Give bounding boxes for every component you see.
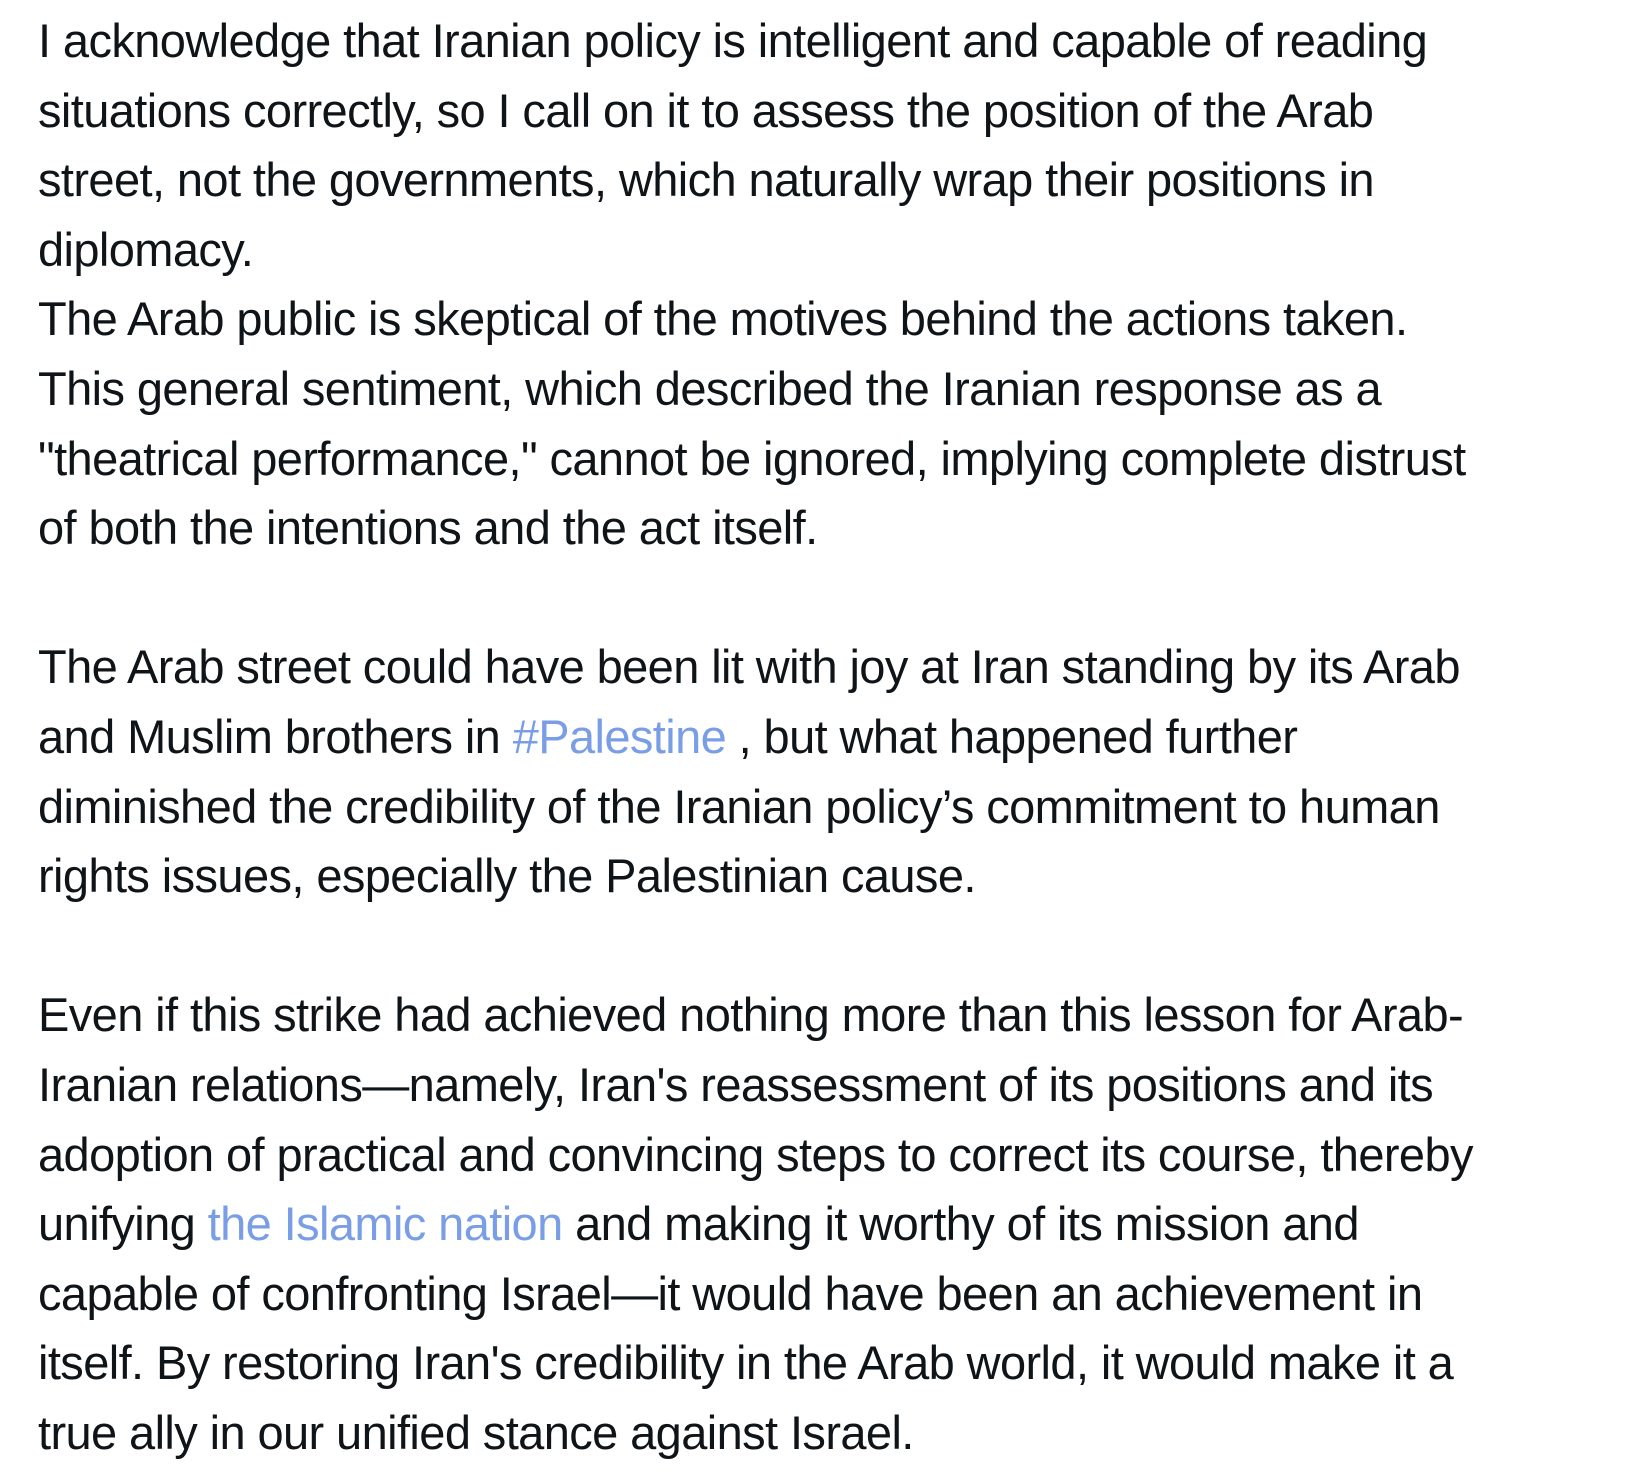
hashtag-palestine-link[interactable]: #Palestine xyxy=(512,709,727,763)
paragraph-3-line-4 xyxy=(38,1189,1646,1259)
paragraph-2-line-1: The Arab street could have been lit with joy at Iran standing by its Arab xyxy=(38,640,1460,694)
paragraph-spacer xyxy=(38,563,1646,633)
paragraph-1 xyxy=(38,6,1646,563)
paragraph-3-line-4-end: and making it worthy of its mission and xyxy=(562,1197,1359,1251)
paragraph-1-line-2: situations correctly, so I call on it to assess the position of the Arab xyxy=(38,83,1374,137)
paragraph-1-line-4: diplomacy. xyxy=(38,222,254,276)
paragraph-1-line-3: street, not the governments, which naturally wrap their positions in xyxy=(38,153,1374,207)
paragraph-3-line-4-start: unifying xyxy=(38,1197,208,1251)
paragraph-2-line-2 xyxy=(38,702,1646,772)
islamic-nation-link[interactable]: the Islamic nation xyxy=(207,1197,563,1251)
paragraph-spacer xyxy=(38,911,1646,981)
paragraph-1-line-1: I acknowledge that Iranian policy is intelligent and capable of reading xyxy=(38,14,1428,67)
paragraph-1-line-8: of both the intentions and the act itself. xyxy=(38,501,818,555)
paragraph-1-line-7: "theatrical performance," cannot be ignored, implying complete distrust xyxy=(38,431,1466,485)
paragraph-1-line-5: The Arab public is skeptical of the motives behind the actions taken. xyxy=(38,292,1408,346)
paragraph-2-line-2-end: , but what happened further xyxy=(726,709,1298,763)
post-body xyxy=(38,0,1646,1467)
paragraph-3-line-7: true ally in our unified stance against Israel. xyxy=(38,1405,914,1459)
paragraph-2-line-2-start: and Muslim brothers in xyxy=(38,709,513,763)
paragraph-2 xyxy=(38,632,1646,910)
paragraph-3-line-6: itself. By restoring Iran's credibility in the Arab world, it would make it a xyxy=(38,1336,1454,1390)
paragraph-3-line-2: Iranian relations—namely, Iran's reassessment of its positions and its xyxy=(38,1057,1434,1111)
paragraph-3-line-1: Even if this strike had achieved nothing more than this lesson for Arab- xyxy=(38,988,1464,1042)
paragraph-1-line-6: This general sentiment, which described the Iranian response as a xyxy=(38,361,1382,415)
paragraph-2-line-4: rights issues, especially the Palestinian cause. xyxy=(38,849,976,903)
paragraph-3-line-3: adoption of practical and convincing steps to correct its course, thereby xyxy=(38,1127,1473,1181)
paragraph-3-line-5: capable of confronting Israel—it would have been an achievement in xyxy=(38,1266,1423,1320)
paragraph-2-line-3: diminished the credibility of the Iranian policy’s commitment to human xyxy=(38,779,1440,833)
paragraph-3 xyxy=(38,980,1646,1467)
